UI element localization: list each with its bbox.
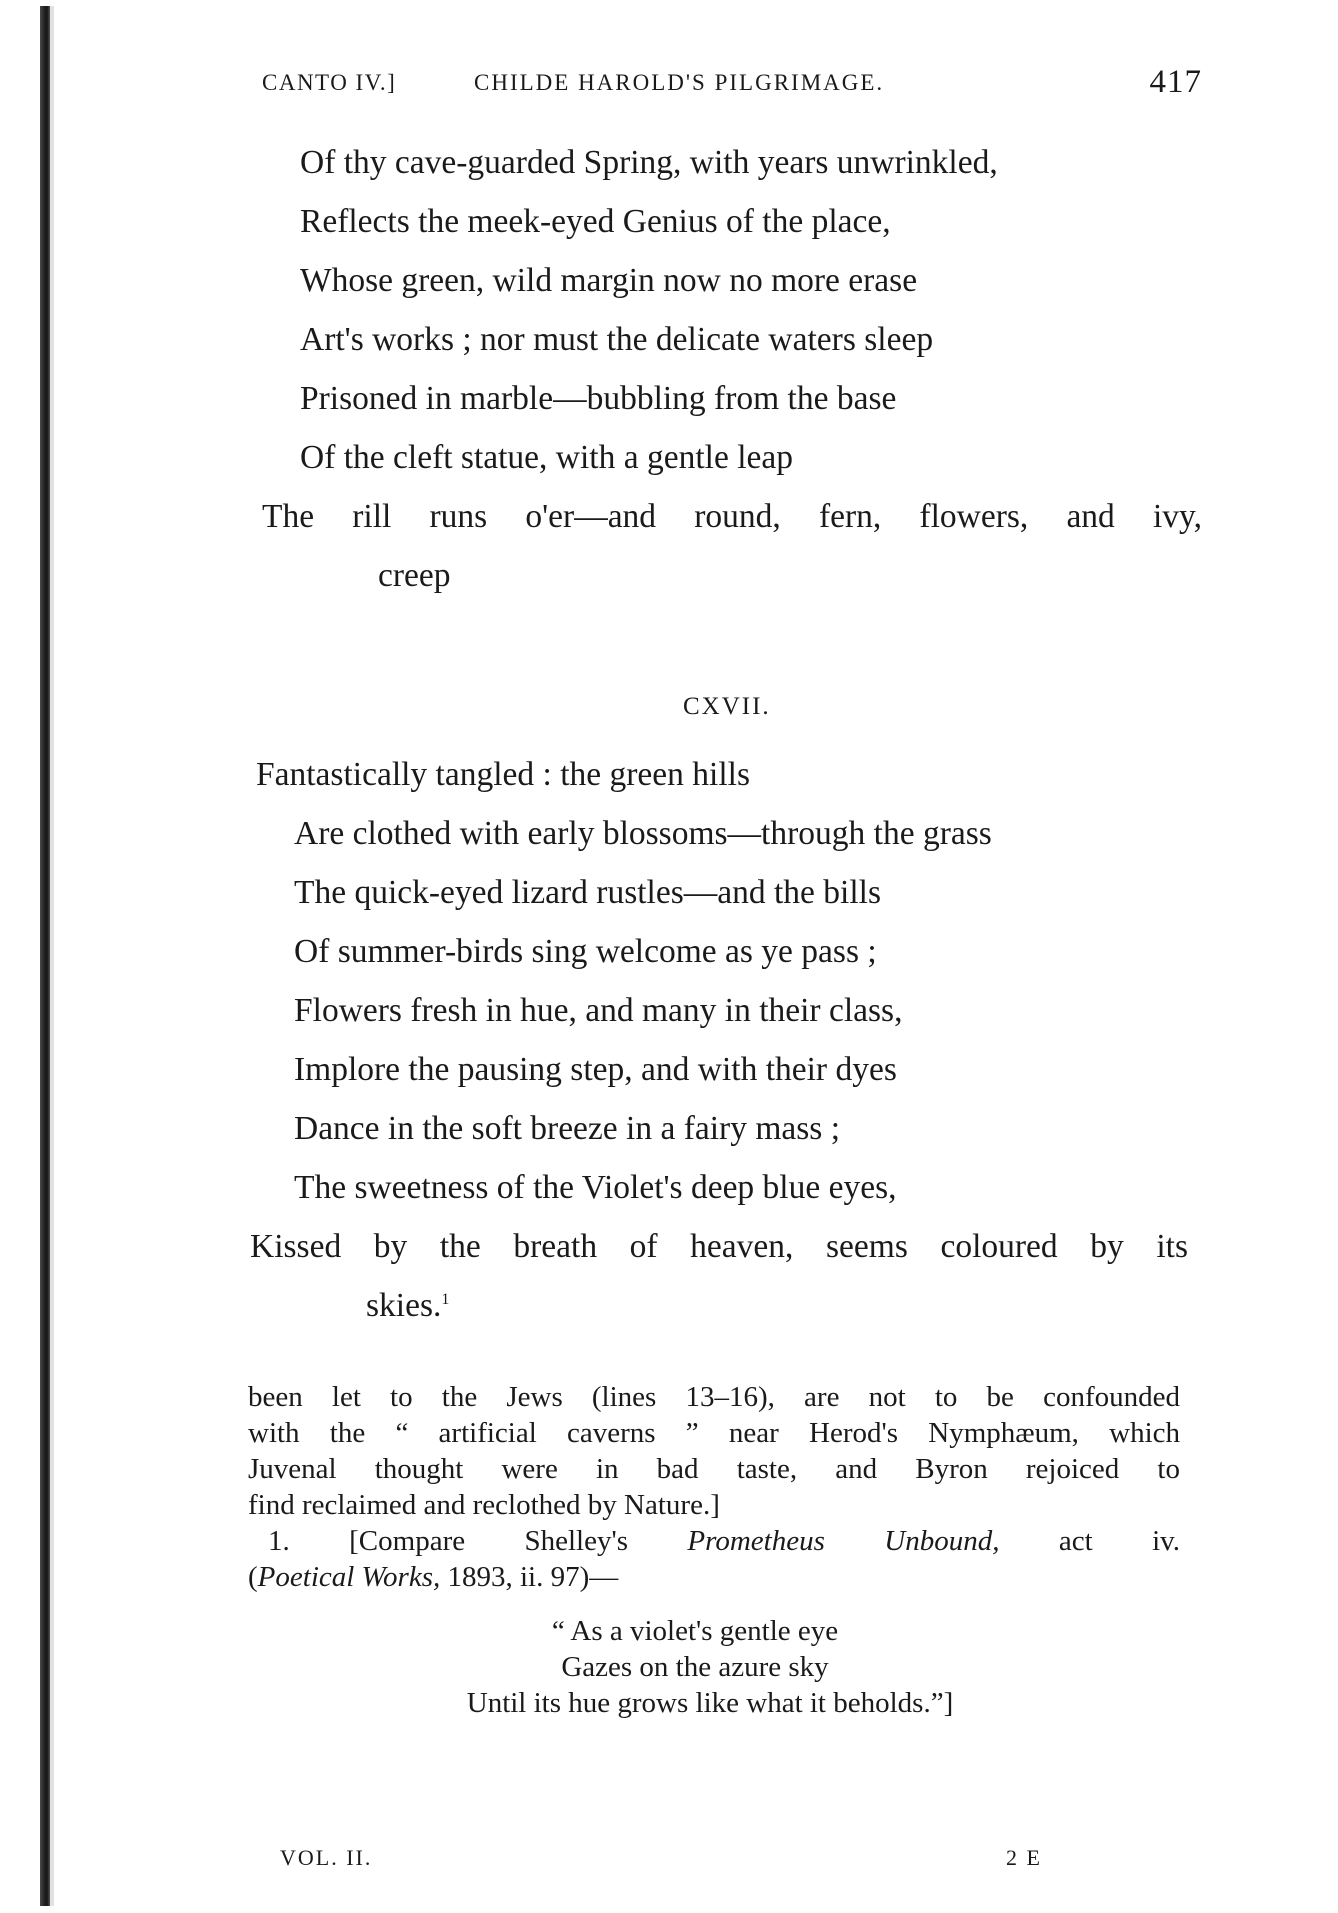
- stanza-number: CXVII.: [683, 693, 771, 720]
- verse-line: Art's works ; nor must the delicate waters sleep: [300, 321, 934, 358]
- footnote-1-act: act iv.: [1058, 1525, 1180, 1557]
- verse-line: Whose green, wild margin now no more erase: [300, 262, 918, 299]
- footer-signature: 2 E: [1006, 1845, 1042, 1870]
- footnote-line: find reclaimed and reclothed by Nature.]: [248, 1489, 720, 1521]
- verse-line: Dance in the soft breeze in a fairy mass ;: [294, 1110, 841, 1147]
- quote-line: Gazes on the azure sky: [561, 1651, 829, 1683]
- verse-line: Fantastically tangled : the green hills: [256, 756, 750, 793]
- verse-line: The sweetness of the Violet's deep blue eyes,: [294, 1169, 897, 1206]
- quote-line: Until its hue grows like what it beholds.”]: [466, 1687, 954, 1719]
- footnote-line: Juvenal thought were in bad taste, and Byron rejoiced to: [248, 1453, 1180, 1485]
- verse-line: The quick-eyed lizard rustles—and the bills: [294, 874, 882, 911]
- footnote-1-source-title: Poetical Works,: [257, 1561, 441, 1593]
- footnote-1-paren: (: [248, 1561, 258, 1593]
- verse-line: Are clothed with early blossoms—through the grass: [294, 815, 992, 852]
- running-header-canto: CANTO IV.]: [262, 70, 397, 95]
- verse-line: Of summer-birds sing welcome as ye pass ;: [294, 933, 877, 970]
- running-header: [262, 64, 1202, 110]
- footnote-1-line-2: [248, 1563, 618, 1592]
- verse-line: Prisoned in marble—bubbling from the base: [300, 380, 897, 417]
- quote-line: “ As a violet's gentle eye: [551, 1615, 839, 1647]
- verse-line: Implore the pausing step, and with their dyes: [294, 1051, 897, 1088]
- footnote-line: with the “ artificial caverns ” near Herod's Nymphæum, which: [248, 1417, 1180, 1449]
- verse-line: The rill runs o'er—and round, fern, flowers, and ivy,: [262, 498, 1202, 535]
- verse-line: Of the cleft statue, with a gentle leap: [300, 439, 793, 476]
- verse-line: Flowers fresh in hue, and many in their class,: [294, 992, 903, 1029]
- verse-line-turnover: [366, 1289, 449, 1323]
- binding-shadow: [50, 6, 54, 1906]
- footnote-1-prefix: 1. [Compare Shelley's: [268, 1525, 629, 1557]
- footnote-1-line-1: [268, 1527, 1180, 1556]
- verse-line-turnover: creep: [378, 557, 451, 594]
- page-number: 417: [1149, 64, 1202, 100]
- verse-last-word: skies.: [366, 1287, 442, 1324]
- footnote-1-work-title: Prometheus Unbound,: [687, 1525, 1000, 1557]
- footnote-1-citation: 1893, ii. 97)—: [447, 1561, 619, 1593]
- verse-line: Reflects the meek-eyed Genius of the place,: [300, 203, 891, 240]
- footnote-line: been let to the Jews (lines 13–16), are not to be confounded: [248, 1381, 1180, 1413]
- running-header-title: CHILDE HAROLD'S PILGRIMAGE.: [474, 70, 885, 95]
- footer-volume: VOL. II.: [280, 1845, 373, 1870]
- footnote-reference: 1: [441, 1290, 450, 1308]
- verse-line: Of thy cave-guarded Spring, with years unwrinkled,: [300, 144, 998, 181]
- book-binding-edge: [40, 6, 50, 1906]
- verse-line: Kissed by the breath of heaven, seems coloured by its: [250, 1228, 1188, 1265]
